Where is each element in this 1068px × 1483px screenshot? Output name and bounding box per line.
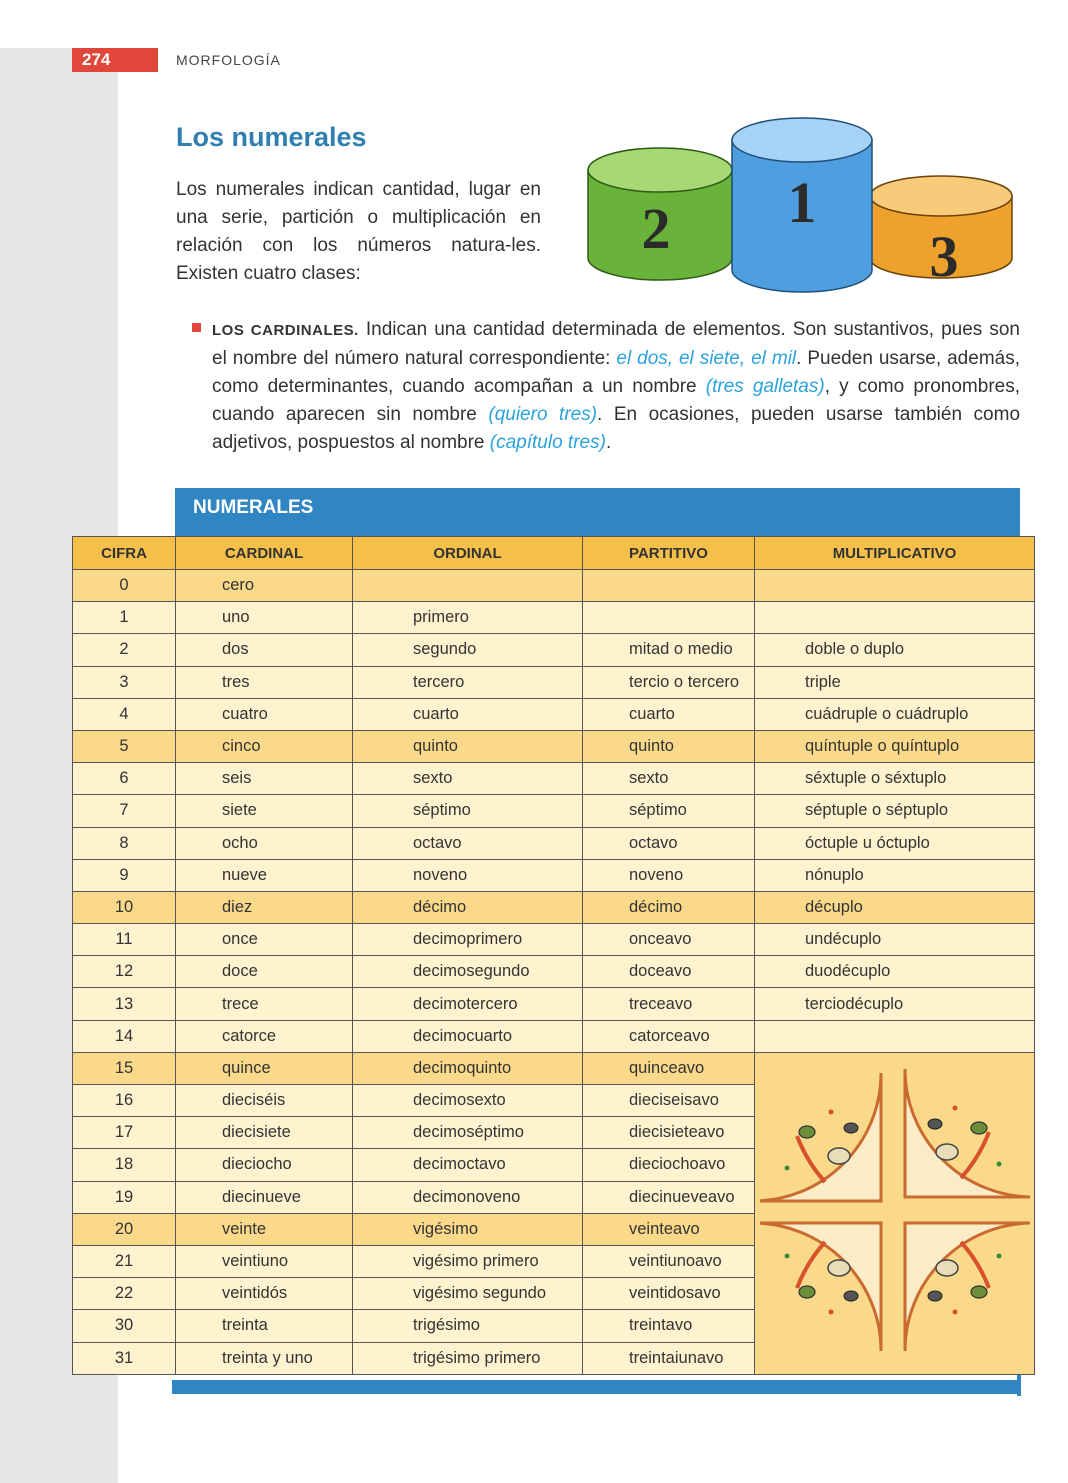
table-cell: 3 — [73, 666, 176, 698]
table-cell: treintaiunavo — [583, 1342, 755, 1374]
table-cell: tercio o tercero — [583, 666, 755, 698]
table-cell: uno — [176, 602, 353, 634]
table-cell: treceavo — [583, 988, 755, 1020]
table-cell: cuatro — [176, 698, 353, 730]
table-cell: dieciochoavo — [583, 1149, 755, 1181]
table-cell: catorce — [176, 1020, 353, 1052]
table-cell: cero — [176, 570, 353, 602]
table-cell: decimonoveno — [353, 1181, 583, 1213]
pizza-icon — [760, 1056, 1030, 1366]
table-cell: 31 — [73, 1342, 176, 1374]
podium-block-2 — [588, 148, 732, 280]
table-cell: veintidós — [176, 1278, 353, 1310]
table-cell: décuplo — [755, 891, 1035, 923]
table-cell: trigésimo primero — [353, 1342, 583, 1374]
intro-paragraph: Los numerales indican cantidad, lugar en una serie, partición o multiplicación en relación con los números natura-les. Existen cuatro clases: — [176, 179, 541, 284]
table-row — [73, 956, 1035, 988]
table-cell: 10 — [73, 891, 176, 923]
table-cell: tres — [176, 666, 353, 698]
table-row — [73, 763, 1035, 795]
table-cell: treinta — [176, 1310, 353, 1342]
table-cell: veintiuno — [176, 1245, 353, 1277]
table-row — [73, 859, 1035, 891]
column-header-cardinal: CARDINAL — [176, 537, 353, 570]
table-cell: cuádruple o cuádruplo — [755, 698, 1035, 730]
table-cell: quince — [176, 1052, 353, 1084]
text-run: , y como pronombres, cuando aparecen sin nombre — [212, 376, 1020, 425]
table-cell: seis — [176, 763, 353, 795]
table-cell: decimosegundo — [353, 956, 583, 988]
table-cell: decimoprimero — [353, 924, 583, 956]
table-cell: dieciseisavo — [583, 1085, 755, 1117]
example-text: (capítulo tres) — [489, 432, 606, 453]
bullet-square — [192, 323, 201, 332]
table-cell: duodécuplo — [755, 956, 1035, 988]
table-cell: tercero — [353, 666, 583, 698]
table-cell: triple — [755, 666, 1035, 698]
table-cell: octavo — [353, 827, 583, 859]
table-cell: decimotercero — [353, 988, 583, 1020]
table-row — [73, 988, 1035, 1020]
table-cell: undécuplo — [755, 924, 1035, 956]
table-cell: trece — [176, 988, 353, 1020]
table-cell: decimosexto — [353, 1085, 583, 1117]
table-cell: quinto — [353, 730, 583, 762]
table-cell: 5 — [73, 730, 176, 762]
table-cell: séptuple o séptuplo — [755, 795, 1035, 827]
podium-illustration — [586, 108, 1016, 294]
table-cell: veintiunoavo — [583, 1245, 755, 1277]
table-cell: 17 — [73, 1117, 176, 1149]
table-cell: diez — [176, 891, 353, 923]
table-cell: terciodécuplo — [755, 988, 1035, 1020]
table-row — [73, 634, 1035, 666]
table-cell — [755, 570, 1035, 602]
table-cell: cuarto — [353, 698, 583, 730]
table-cell — [583, 570, 755, 602]
table-row — [73, 827, 1035, 859]
table-cell — [583, 602, 755, 634]
table-cell: catorceavo — [583, 1020, 755, 1052]
podium-label-2: 2 — [641, 196, 671, 261]
table-row — [73, 730, 1035, 762]
table-cell: treintavo — [583, 1310, 755, 1342]
table-cell: decimoquinto — [353, 1052, 583, 1084]
table-cell: 14 — [73, 1020, 176, 1052]
table-cell: 6 — [73, 763, 176, 795]
table-cell: doble o duplo — [755, 634, 1035, 666]
numerals-table — [72, 536, 1035, 1375]
table-cell: quíntuple o quíntuplo — [755, 730, 1035, 762]
table-cell: nónuplo — [755, 859, 1035, 891]
table-cell — [755, 1020, 1035, 1052]
table-row — [73, 891, 1035, 923]
table-row — [73, 1020, 1035, 1052]
table-cell: octavo — [583, 827, 755, 859]
text-run: . En ocasiones, pueden usarse también como adjetivos, pospuestos al nombre — [212, 404, 1021, 453]
table-cell: vigésimo primero — [353, 1245, 583, 1277]
table-row — [73, 795, 1035, 827]
table-cell: cuarto — [583, 698, 755, 730]
table-cell: ocho — [176, 827, 353, 859]
table-cell: 1 — [73, 602, 176, 634]
table-cell: onceavo — [583, 924, 755, 956]
table-cell: dieciséis — [176, 1085, 353, 1117]
running-head: MORFOLOGÍA — [176, 52, 281, 68]
example-text: (quiero tres) — [488, 404, 598, 425]
table-cell: vigésimo segundo — [353, 1278, 583, 1310]
podium-label-3: 3 — [929, 224, 959, 289]
table-cell: 22 — [73, 1278, 176, 1310]
table-cell: noveno — [583, 859, 755, 891]
table-row — [73, 698, 1035, 730]
table-cell: sexto — [583, 763, 755, 795]
table-cell: 9 — [73, 859, 176, 891]
column-header-partitivo: PARTITIVO — [583, 537, 755, 570]
table-cell: 8 — [73, 827, 176, 859]
table-cell: veinteavo — [583, 1213, 755, 1245]
table-cell: 30 — [73, 1310, 176, 1342]
table-cell: veintidosavo — [583, 1278, 755, 1310]
table-cell: diecinueveavo — [583, 1181, 755, 1213]
table-cell: cinco — [176, 730, 353, 762]
table-cell: séptimo — [583, 795, 755, 827]
table-cell: vigésimo — [353, 1213, 583, 1245]
table-cell: treinta y uno — [176, 1342, 353, 1374]
pizza-illustration-cell — [755, 1052, 1035, 1374]
table-row — [73, 570, 1035, 602]
table-cell: décimo — [353, 891, 583, 923]
table-cell: noveno — [353, 859, 583, 891]
podium-block-1 — [732, 118, 872, 292]
table-cell: 18 — [73, 1149, 176, 1181]
table-cell: trigésimo — [353, 1310, 583, 1342]
text-run: . Pueden usarse, además, como determinantes, cuando acompañan a un nombre — [212, 348, 1020, 397]
table-cell: nueve — [176, 859, 353, 891]
table-cell: 0 — [73, 570, 176, 602]
table-cell: diecinueve — [176, 1181, 353, 1213]
table-cell: décimo — [583, 891, 755, 923]
example-text: el dos, el siete, el mil — [616, 348, 797, 369]
table-cell: decimoctavo — [353, 1149, 583, 1181]
cardinales-heading: LOS CARDINALES. — [212, 322, 359, 339]
table-cell: diecisiete — [176, 1117, 353, 1149]
table-row — [73, 924, 1035, 956]
table-cell: decimocuarto — [353, 1020, 583, 1052]
table-cell: 4 — [73, 698, 176, 730]
table-cell: siete — [176, 795, 353, 827]
table-cell: doce — [176, 956, 353, 988]
podium-block-3 — [870, 176, 1012, 289]
table-cell: séptimo — [353, 795, 583, 827]
table-cell: dos — [176, 634, 353, 666]
column-header-ordinal: ORDINAL — [353, 537, 583, 570]
table-cell: once — [176, 924, 353, 956]
text-run: Indican una cantidad determinada de elementos. Son sustantivos, pues son el nombre del número natural correspondiente: — [212, 319, 1020, 369]
table-cell: primero — [353, 602, 583, 634]
table-cell: 19 — [73, 1181, 176, 1213]
cardinales-paragraph — [212, 316, 1020, 457]
table-cell: mitad o medio — [583, 634, 755, 666]
table-cell: 13 — [73, 988, 176, 1020]
table-shadow — [172, 1380, 1017, 1394]
table-cell: sexto — [353, 763, 583, 795]
table-cell: 20 — [73, 1213, 176, 1245]
table-cell: diecisieteavo — [583, 1117, 755, 1149]
table-cell: 15 — [73, 1052, 176, 1084]
table-cell: veinte — [176, 1213, 353, 1245]
column-header-cifra: CIFRA — [73, 537, 176, 570]
table-cell: dieciocho — [176, 1149, 353, 1181]
section-title: Los numerales — [176, 122, 367, 152]
table-cell — [353, 570, 583, 602]
table-header-row — [73, 537, 1035, 570]
table-row — [73, 1052, 1035, 1084]
example-text: (tres galletas) — [705, 376, 825, 397]
table-cell: 11 — [73, 924, 176, 956]
text-run: . — [605, 432, 612, 453]
table-cell: doceavo — [583, 956, 755, 988]
podium-label-1: 1 — [787, 170, 817, 235]
table-cell: 12 — [73, 956, 176, 988]
table-row — [73, 666, 1035, 698]
table-cell: quinceavo — [583, 1052, 755, 1084]
page-number: 274 — [72, 48, 158, 72]
table-row — [73, 602, 1035, 634]
table-cell — [755, 602, 1035, 634]
table-cell: 7 — [73, 795, 176, 827]
table-cell: quinto — [583, 730, 755, 762]
column-header-multiplicativo: MULTIPLICATIVO — [755, 537, 1035, 570]
table-title: NUMERALES — [193, 497, 314, 518]
table-cell: decimoséptimo — [353, 1117, 583, 1149]
table-cell: 16 — [73, 1085, 176, 1117]
table-cell: séxtuple o séxtuplo — [755, 763, 1035, 795]
table-cell: segundo — [353, 634, 583, 666]
table-cell: óctuple u óctuplo — [755, 827, 1035, 859]
table-cell: 2 — [73, 634, 176, 666]
table-cell: 21 — [73, 1245, 176, 1277]
